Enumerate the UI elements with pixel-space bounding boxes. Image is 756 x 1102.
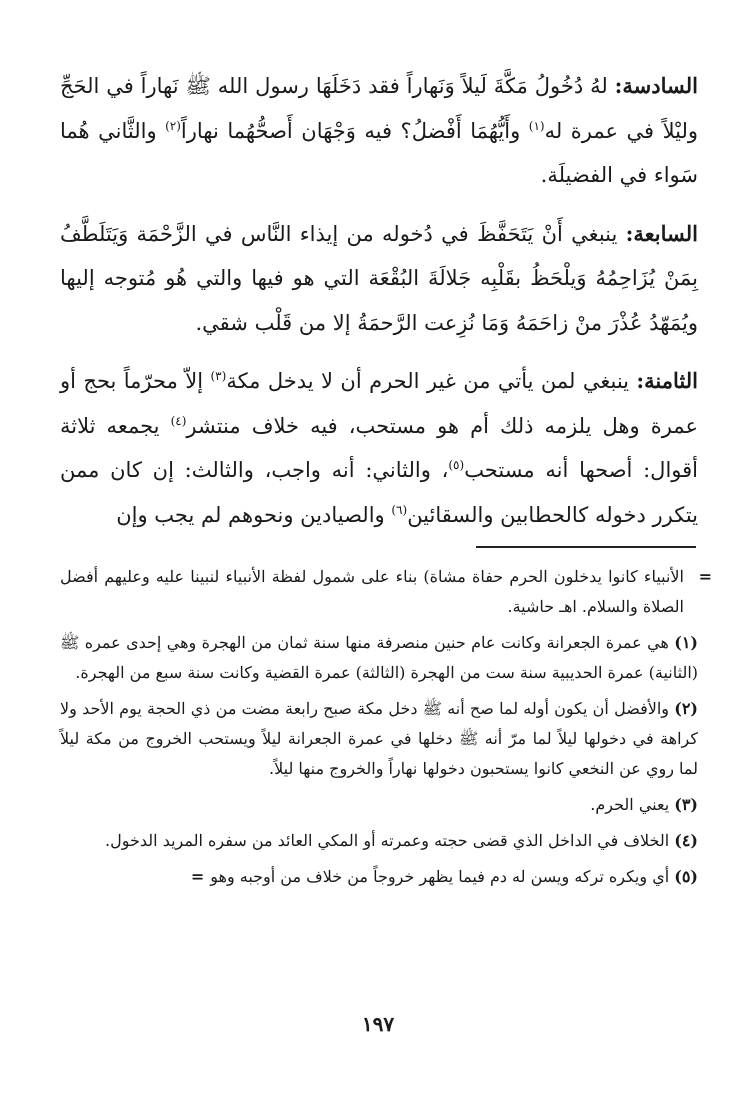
footnote-4-text: الخلاف في الداخل الذي قضى حجته وعمرته أو المكي العائد من سفره المريد الدخول. [105, 831, 675, 850]
text-sixth-3: والثَّاني هُما سَواء في الفضيلَة. [60, 118, 698, 187]
text-eighth-5: والصيادين ونحوهم لم يجب وإن [116, 502, 392, 527]
footnote-2-number: (٢) [674, 699, 698, 718]
footnotes [60, 562, 712, 898]
footnote-ref-3[interactable]: (٣) [210, 369, 227, 383]
text-eighth-1: ينبغي لمن يأتي من غير الحرم أن لا يدخل مكة [226, 369, 637, 393]
text-eighth-4: ، والثاني: أنه واجب، والثالث: إن كان ممن يتكرر دخوله كالحطابين والسقائين [60, 458, 698, 527]
footnote-continuation-text: الأنبياء كانوا يدخلون الحرم حفاة مشاة) بناء على شمول لفظة الأنبياء لنبينا عليه وعليهم أفضل الصلاة والسلام. اهـ حاشية. [60, 567, 684, 616]
footnote-ref-6[interactable]: (٦) [391, 502, 408, 517]
footnote-3-text: يعني الحرم. [590, 795, 675, 814]
footnote-ref-1[interactable]: (١) [528, 118, 545, 133]
heading-sixth: السادسة: [614, 73, 698, 98]
footnote-ref-4[interactable]: (٤) [170, 413, 187, 428]
continuation-end-mark: = [190, 867, 205, 886]
paragraph-eighth [60, 359, 698, 537]
text-sixth-1: لهُ دُخُولُ مَكَّةَ لَيلاً وَنَهاراً فقد دَخَلَهَا رسول الله ﷺ نَهاراً في الحَجِّ وليْلاً في عمرة له [60, 74, 698, 143]
footnote-ref-2[interactable]: (٢) [165, 118, 181, 133]
text-sixth-2: وأَيُّهُمَا أَفْضلُ؟ فيه وَجْهَان أَصحُّهُما نهاراً [180, 118, 529, 143]
footnote-4 [60, 826, 698, 856]
footnote-1-text: هي عمرة الجعرانة وكانت عام حنين منصرفة منها سنة ثمان من الهجرة وهي إحدى عمره ﷺ (الثانية) عمرة الحديبية سنة ست من الهجرة (الثالثة) عمرة القضية وكانت سنة سبع من الهجرة. [60, 633, 698, 682]
footnote-1 [60, 628, 698, 688]
footnote-5 [60, 862, 698, 892]
footnote-5-number: (٥) [674, 867, 698, 886]
paragraph-seventh [60, 212, 698, 346]
paragraph-sixth [60, 64, 698, 198]
page-number: ١٩٧ [361, 1012, 395, 1036]
text-seventh-1: ينبغي أَنْ يَتَحَفَّظَ في دُخوله من إيذاء النَّاس في الزَّحْمَة وَيَتَلَطَّفُ بِمَنْ يُزَاحِمُهُ وَيلْحَظُ بقَلْبِه جَلالَةَ البُقْعَة التي هو فيها والتي هُو مُتوجه إليها ويُمَهّدُ عُذْرَ منْ زاحَمَهُ وَمَا نُزِعت الرَّحمَةُ إلا من قَلْب شقي. [60, 221, 698, 335]
footnote-divider [476, 546, 696, 548]
footnote-continuation [60, 562, 712, 622]
footnote-5-text: أي ويكره تركه ويسن له دم فيما يظهر خروجاً من خلاف من أوجبه وهو [210, 867, 675, 886]
footnote-2 [60, 694, 698, 784]
text-eighth-3: يجمعه ثلاثة أقوال: أصحها أنه مستحب [60, 413, 698, 482]
footnote-4-number: (٤) [674, 831, 698, 850]
footnote-3-number: (٣) [674, 795, 698, 814]
footnote-3 [60, 790, 698, 820]
text-eighth-2: إلاّ محرّماً بحج أو عمرة وهل يلزمه ذلك أم هو مستحب، فيه خلاف منتشر [60, 369, 698, 438]
continuation-mark: = [698, 567, 712, 586]
footnote-ref-5[interactable]: (٥) [448, 458, 465, 472]
heading-eighth: الثامنة: [636, 368, 698, 393]
heading-seventh: السابعة: [625, 220, 698, 246]
footnote-1-number: (١) [674, 633, 698, 652]
footnote-2-text: والأفضل أن يكون أوله لما صح أنه ﷺ دخل مكة صبح رابعة مضت من ذي الحجة يوم الأحد ولا كراهة في دخولها ليلاً لما مرّ أنه ﷺ دخلها في عمرة الجعرانة ليلاً ويستحب الخروج من مكة ليلاً لما روي عن النخعي كانوا يستحبون دخولها نهاراً والخروج منها ليلاً. [60, 699, 698, 778]
